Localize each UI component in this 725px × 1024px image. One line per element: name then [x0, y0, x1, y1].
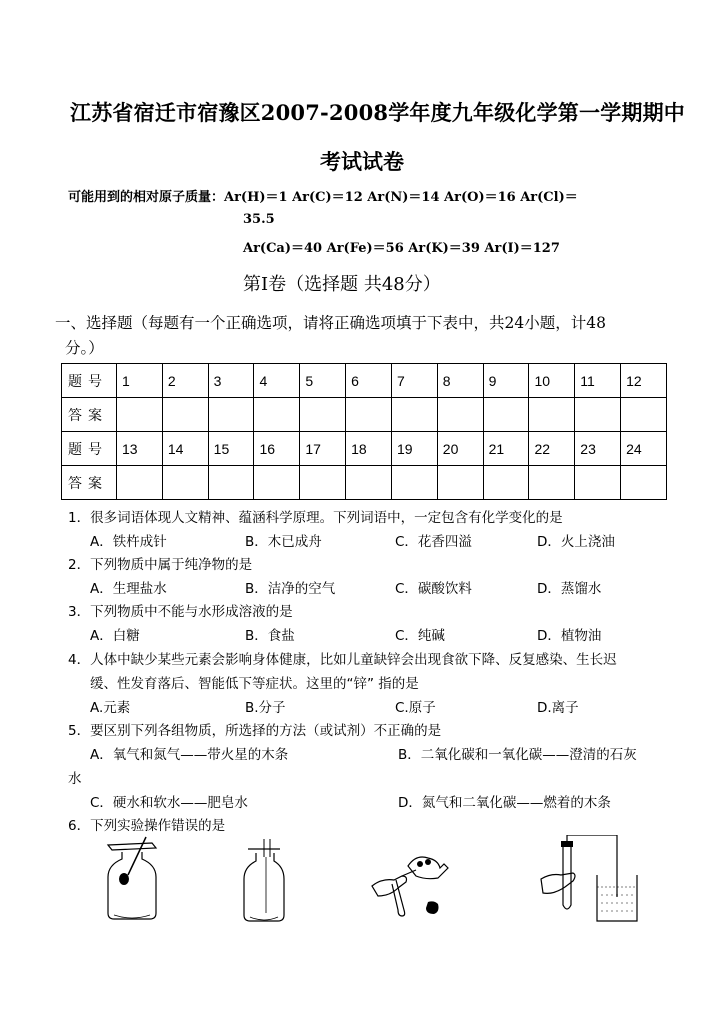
atomic-mass-line1: 可能用到的相对原子质量：Ar(H)＝1 Ar(C)＝12 Ar(N)＝14 Ar(O)＝16 Ar(Cl)＝ [68, 190, 578, 205]
question-3-stem: 3．下列物质中不能与水形成溶液的是 [68, 604, 293, 620]
answer-cell[interactable] [391, 398, 437, 432]
question-number: 21 [483, 432, 529, 466]
question-number: 18 [346, 432, 392, 466]
question-number: 12 [621, 364, 667, 398]
question-4-option-a: A.元素 [90, 700, 131, 716]
question-2-option-d: D．蒸馏水 [537, 581, 602, 597]
question-number: 17 [300, 432, 346, 466]
question-number: 10 [529, 364, 575, 398]
question-4-stem-line2: 缓、性发育落后、智能低下等症状。这里的“锌” 指的是 [90, 676, 419, 692]
answer-cell[interactable] [117, 398, 163, 432]
table-row [62, 466, 667, 500]
question-number: 24 [621, 432, 667, 466]
question-number: 15 [208, 432, 254, 466]
answer-table [61, 363, 667, 500]
question-number: 2 [162, 364, 208, 398]
question-number: 6 [346, 364, 392, 398]
question-1-option-d: D．火上浇油 [537, 534, 615, 550]
answer-cell[interactable] [254, 466, 300, 500]
answer-label: 答案 [62, 466, 117, 500]
question-1-option-c: C．花香四溢 [395, 534, 472, 550]
section-instruction-line2: 分。） [65, 339, 104, 357]
question-5-option-b: B．二氧化碳和一氧化碳——澄清的石灰 [398, 747, 637, 763]
exam-title-line2: 考试试卷 [320, 149, 404, 174]
question-number: 11 [575, 364, 621, 398]
question-number: 23 [575, 432, 621, 466]
question-number: 9 [483, 364, 529, 398]
question-number: 4 [254, 364, 300, 398]
question-4-stem-line1: 4．人体中缺少某些元素会影响身体健康，比如儿童缺锌会出现食欲下降、反复感染、生长迟 [68, 652, 617, 668]
question-3-option-d: D．植物油 [537, 628, 602, 644]
answer-cell[interactable] [575, 466, 621, 500]
answer-cell[interactable] [300, 398, 346, 432]
question-number: 19 [391, 432, 437, 466]
section-instruction-line1: 一、选择题（每题有一个正确选项，请将正确选项填于下表中，共24小题，计48 [55, 314, 606, 332]
question-1-option-b: B．木已成舟 [245, 534, 322, 550]
table-row [62, 364, 667, 398]
answer-cell[interactable] [483, 398, 529, 432]
answer-cell[interactable] [529, 466, 575, 500]
question-number: 20 [437, 432, 483, 466]
question-number: 7 [391, 364, 437, 398]
answer-cell[interactable] [208, 398, 254, 432]
answer-cell[interactable] [162, 466, 208, 500]
answer-cell[interactable] [117, 466, 163, 500]
figure-d-gas-collection-icon [535, 835, 640, 925]
question-number: 14 [162, 432, 208, 466]
answer-cell[interactable] [254, 398, 300, 432]
question-1-stem: 1．很多词语体现人文精神、蕴涵科学原理。下列词语中，一定包含有化学变化的是 [68, 510, 563, 526]
question-number: 1 [117, 364, 163, 398]
answer-cell[interactable] [162, 398, 208, 432]
question-5-option-c: C．硬水和软水——肥皂水 [90, 795, 248, 811]
question-2-option-b: B．洁净的空气 [245, 581, 336, 597]
question-number: 16 [254, 432, 300, 466]
figure-c-heating-test-tube-icon [368, 840, 458, 925]
answer-cell[interactable] [437, 398, 483, 432]
answer-cell[interactable] [208, 466, 254, 500]
question-number: 8 [437, 364, 483, 398]
exam-title-line1: 江苏省宿迁市宿豫区2007-2008学年度九年级化学第一学期期中 [70, 100, 686, 125]
answer-cell[interactable] [575, 398, 621, 432]
question-5-option-a: A．氧气和氮气——带火星的木条 [90, 747, 289, 763]
answer-cell[interactable] [483, 466, 529, 500]
question-5-stem: 5．要区别下列各组物质，所选择的方法（或试剂）不正确的是 [68, 723, 442, 739]
answer-cell[interactable] [300, 466, 346, 500]
question-5-option-b-continued: 水 [68, 771, 82, 787]
question-3-option-c: C．纯碱 [395, 628, 445, 644]
question-1-option-a: A．铁杵成针 [90, 534, 167, 550]
question-number: 22 [529, 432, 575, 466]
answer-cell[interactable] [346, 398, 392, 432]
atomic-mass-line3: Ar(Ca)＝40 Ar(Fe)＝56 Ar(K)＝39 Ar(I)＝127 [243, 241, 560, 256]
question-3-option-a: A．白糖 [90, 628, 140, 644]
answer-cell[interactable] [621, 466, 667, 500]
question-5-option-d: D．氮气和二氧化碳——燃着的木条 [398, 795, 611, 811]
section-title: 第Ⅰ卷（选择题 共48分） [243, 274, 441, 295]
table-row [62, 398, 667, 432]
answer-cell[interactable] [437, 466, 483, 500]
answer-cell[interactable] [621, 398, 667, 432]
question-2-option-c: C．碳酸饮料 [395, 581, 472, 597]
question-label: 题号 [62, 432, 117, 466]
figure-b-bottle-icon [240, 835, 290, 925]
answer-cell[interactable] [391, 466, 437, 500]
atomic-mass-line2: 35.5 [243, 212, 275, 227]
answer-cell[interactable] [529, 398, 575, 432]
question-2-option-a: A．生理盐水 [90, 581, 167, 597]
question-4-option-d: D.离子 [537, 700, 579, 716]
question-number: 13 [117, 432, 163, 466]
question-3-option-b: B．食盐 [245, 628, 295, 644]
table-row [62, 432, 667, 466]
question-2-stem: 2．下列物质中属于纯净物的是 [68, 557, 253, 573]
question-label: 题号 [62, 364, 117, 398]
answer-label: 答案 [62, 398, 117, 432]
question-6-stem: 6．下列实验操作错误的是 [68, 818, 226, 834]
figure-a-gas-bottle-icon [100, 835, 170, 925]
question-number: 5 [300, 364, 346, 398]
question-number: 3 [208, 364, 254, 398]
answer-cell[interactable] [346, 466, 392, 500]
question-4-option-c: C.原子 [395, 700, 436, 716]
question-4-option-b: B.分子 [245, 700, 286, 716]
